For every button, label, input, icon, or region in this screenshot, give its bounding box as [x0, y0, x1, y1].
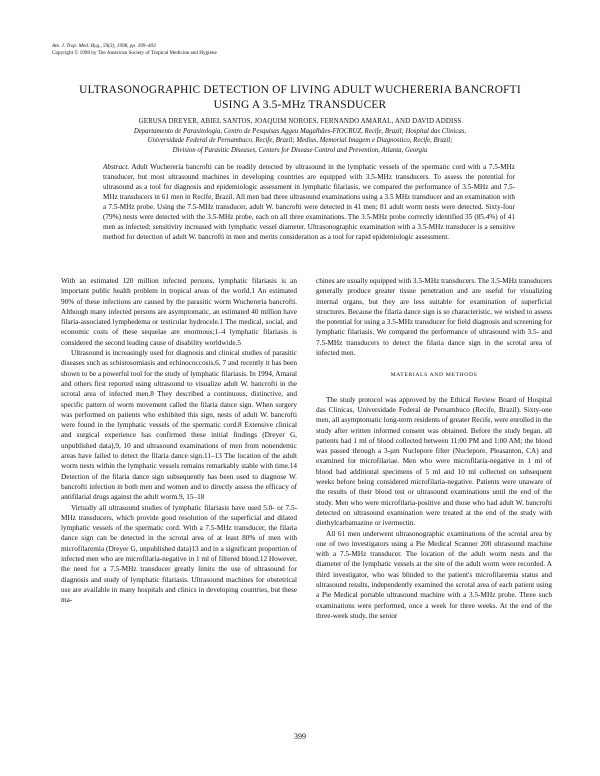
affiliation-line: Universidade Federal de Pernambuco, Recife, Brazil; Medius, Memorial Imagem e Diagnostico, Recife, Brazil;	[147, 137, 453, 145]
affiliations	[80, 127, 520, 155]
copyright-line: Copyright © 1998 by The American Society of Tropical Medicine and Hygiene	[52, 50, 217, 56]
affiliation-line: Division of Parasitic Diseases, Centers for Disease Control and Prevention, Atlanta, Georgia	[172, 146, 428, 154]
abstract-label: Abstract.	[103, 163, 130, 171]
body-paragraph: The study protocol was approved by the Ethical Review Board of Hospital das Clinicas, Universidade Federal de Pernambuco (Recife, Brazil). Sixty-one men, all asymptomatic long-term residents of greater Recife, were enrolled in the study after written informed consent was obtained. Before the study began, all patients had 1 ml of blood collected between 11:00 PM and 1:00 AM; the blood was passed through a 3-μm Nuclepore filter (Nuclepore, Pleasanton, CA) and examined for microfilariae. Men who were microfilaria-negative in 1 ml of blood had additional specimens of 5 ml and 10 ml collected on subsequent weeks before being considered microfilaria-negative. Patients were unaware of the results of their blood test or ultrasound examinations until the end of the study. Men who were microfilaria-positive and those who had adult W. bancrofti detected on ultrasound examination were treated at the end of the study with diethylcarbamazine or ivermectin.	[316, 395, 552, 528]
body-paragraph: Ultrasound is increasingly used for diagnosis and clinical studies of parasitic diseases such as schistosomiasis and echinococcosis,6, 7 and recently it has been shown to be a powerful tool for the study of lymphatic filariasis. In 1994, Amaral and others first reported using ultrasound to visualize adult W. bancrofti in the scrotal area of infected men.8 They described a continuous, distinctive, and specific pattern of worm movement called the filaria dance sign. When surgery was performed on patients who exhibited this sign, nests of adult W. bancrofti were found in the lymphatic vessels of the spermatic cord.8 Extensive clinical and surgical experience has confirmed these initial findings (Dreyer G, unpublished data),9, 10 and ultrasound examinations of men from nonendemic areas have failed to detect the filaria dance sign.11–13 The location of the adult worm nests within the lymphatic vessels remains remarkably stable with time.14 Detection of the filaria dance sign subsequently has been used to diagnose W. bancrofti infection in both men and women and to directly assess the efficacy of antifilarial drugs against the adult worm.9, 15–18	[61, 349, 297, 502]
journal-header	[52, 43, 217, 57]
author-list: GERUSA DREYER, ABIEL SANTOS, JOAQUIM NOROES, FERNANDO AMARAL, AND DAVID ADDISS	[138, 118, 462, 125]
body-paragraph: All 61 men underwent ultrasonographic examinations of the scrotal area by one of two investigators using a Pie Medical Scanner 200 ultrasound machine with a 7.5-MHz transducer. The location of the adult worm nests and the diameter of the lymphatic vessels at the site of the adult worm were recorded. A third investigator, who was blinded to the patient's microfilaremia status and ultrasound results, independently examined the scrotal area of each patient using a Pie Medical portable ultrasound machine with a 3.5-MHz probe. Three such examinations were performed, once a week for three weeks. At the end of the three-week study, the senior	[316, 529, 552, 620]
affiliation-line: Departamento de Parasitologia, Centro de Pesquisas Aggeu Magalhães-FIOCRUZ, Recife, Brazil; Hospital das Clinicas,	[133, 128, 467, 135]
page-number: 399	[294, 732, 306, 741]
body-paragraph: With an estimated 120 million infected persons, lymphatic filariasis is an important public health problem in tropical areas of the world.1 An estimated 90% of these infections are caused by the parasitic worm Wuchereria bancrofti. Although many infected persons are asymptomatic, an estimated 40 million have filaria-associated lymphedema or testicular hydrocele.1 The medical, social, and economic costs of these sequelae are enormous;1–4 lymphatic filariasis is considered the second leading cause of disability worldwide.5	[61, 277, 297, 347]
journal-citation: Am. J. Trop. Med. Hyg., 59(3), 1998, pp. 399–403	[52, 43, 156, 49]
body-paragraph: Virtually all ultrasound studies of lymphatic filariasis have used 5.0- or 7.5-MHz transducers, which provide good resolution of the superficial and dilated lymphatic vessels of the spermatic cord. With a 7.5-MHz transducer, the filaria dance sign can be detected in the scrotal area of at least 80% of men with microfilaremia (Dreyer G, unpublished data)13 and in a significant proportion of infected men who are microfilaria-negative in 1 ml of filtered blood.12 However, the need for a 7.5-MHz transducer greatly limits the use of ultrasound for diagnosis and study of lymphatic filariasis. Ultrasound machines for obstetrical use are available in many hospitals and clinics in developing countries, but these ma-	[61, 503, 297, 605]
abstract	[103, 163, 515, 243]
abstract-text: Adult Wuchereria bancrofti can be readily detected by ultrasound in the lymphatic vessels of the spermatic cord with a 7.5-MHz transducer, but most ultrasound machines in developing countries are equipped with 3.5-MHz transducers. To assess the potential for ultrasound as a tool for diagnosis and epidemiologic assessment in lymphatic filariasis, we compared the performance of 3.5-MHz and 7.5-MHz transducers in 61 men in Recife, Brazil. All men had three ultrasound examinations using a 3.5 MHz transducer and an examination with a 7.5-MHz probe. Using the 7.5-MHz transducer, adult W. bancrofti were detected in 41 men; 81 adult worm nests were detected. Sixty-four (79%) nests were detected with the 3.5-MHz probe, each on all three examinations. The 3.5-MHz probe correctly identified 35 (85.4%) of 41 men as infected; sensitivity increased with lymphatic vessel diameter. Ultrasonographic examination with a 3.5-MHz transducer is a sensitive method for detection of adult W. bancrofti in men and merits consideration as a tool for rapid epidemiologic assessment.	[103, 163, 515, 241]
left-column	[61, 276, 297, 606]
title-line-1: ULTRASONOGRAPHIC DETECTION OF LIVING ADULT WUCHERERIA BANCROFTI	[79, 84, 521, 96]
body-paragraph: chines are usually equipped with 3.5-MHz transducers. The 3.5-MHz transducers generally produce greater tissue penetration and are useful for visualizing internal organs, but they are less suitable for examination of superficial structures. Because the filaria dance sign is so characteristic, we wished to assess the potential for using a 3.5-MHz transducer for field diagnosis and screening for lymphatic filariasis. We compared the performance of ultrasound with 3.5- and 7.5-MHz transducers to detect the filaria dance sign in the scrotal area of infected men.	[316, 277, 552, 358]
right-column	[316, 276, 552, 621]
section-heading: MATERIALS AND METHODS	[390, 372, 478, 379]
title-line-2: USING A 3.5-MHz TRANSDUCER	[213, 99, 387, 111]
article-title	[40, 83, 560, 113]
